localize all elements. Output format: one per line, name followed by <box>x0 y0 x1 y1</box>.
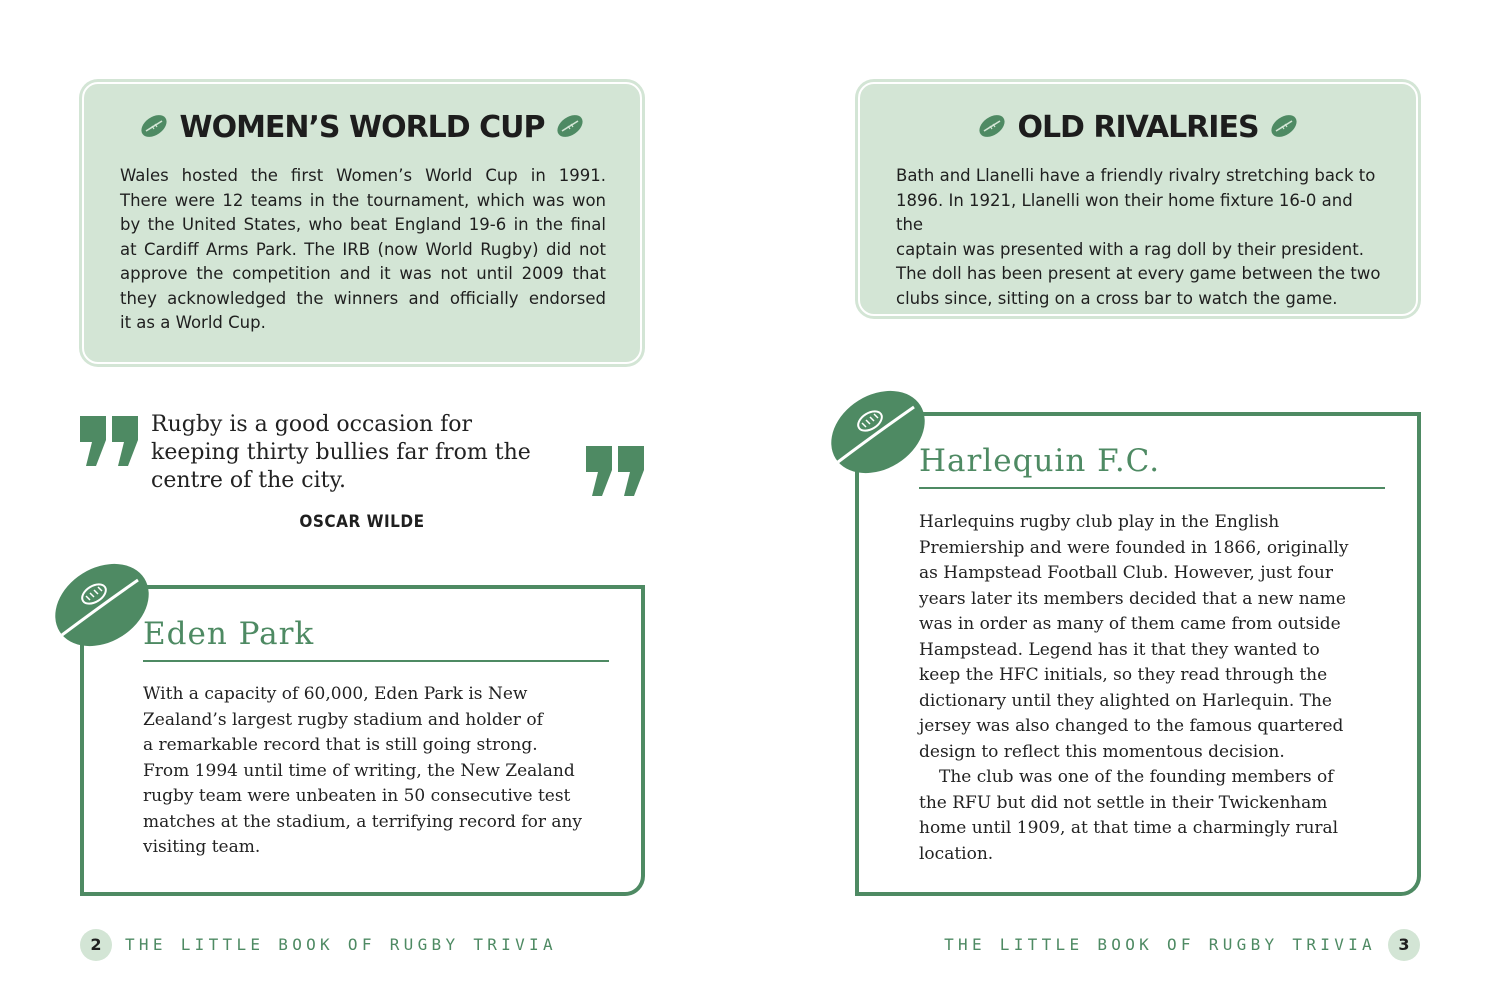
text-line: Zealand’s largest rugby stadium and holder of <box>143 709 543 730</box>
text-line: With a capacity of 60,000, Eden Park is New <box>143 684 528 704</box>
rugby-ball-icon <box>555 111 585 146</box>
quote-author: OSCAR WILDE <box>299 512 425 532</box>
womens-world-cup-title: WOMEN’S WORLD CUP <box>179 110 545 145</box>
text-line: Hampstead. Legend has it that they wanted to <box>919 639 1320 660</box>
running-head: THE LITTLE BOOK OF RUGBY TRIVIA <box>944 935 1376 954</box>
text-line: There were 12 teams in the tournament, which was won <box>120 190 606 210</box>
text-line: jersey was also changed to the famous quartered <box>919 716 1344 736</box>
womens-world-cup-title-row <box>84 110 640 146</box>
harlequin-title: Harlequin F.C. <box>919 443 1161 479</box>
rugby-ball-badge-icon <box>52 560 152 654</box>
text-line: keep the HFC initials, so they read through the <box>919 665 1328 685</box>
close-quote-icon <box>582 444 646 502</box>
old-rivalries-title-row <box>860 110 1416 146</box>
paragraph-2 <box>919 765 1399 867</box>
paragraph-1 <box>919 510 1399 765</box>
text-line: was in order as many of them came from outside <box>919 614 1341 634</box>
old-rivalries-text <box>896 164 1384 311</box>
womens-world-cup-text <box>120 164 606 336</box>
quote-line: keeping thirty bullies far from the <box>151 440 531 465</box>
text-line: the RFU but did not settle in their Twickenham <box>919 792 1328 813</box>
text-line: years later its members decided that a new name <box>919 588 1346 609</box>
text-line: a remarkable record that is still going strong. <box>143 735 538 755</box>
eden-park-box <box>80 585 645 896</box>
text-line: they acknowledged the winners and officially endorsed <box>120 288 606 308</box>
text-line: home until 1909, at that time a charmingly rural <box>919 818 1339 838</box>
open-quote-icon <box>78 414 142 472</box>
rugby-ball-icon <box>139 111 169 146</box>
eden-park-title: Eden Park <box>143 616 315 652</box>
harlequin-text <box>919 510 1399 867</box>
text-line: Harlequins rugby club play in the English <box>919 512 1280 532</box>
text-line: matches at the stadium, a terrifying record for any <box>143 811 583 832</box>
rugby-ball-icon <box>1269 111 1299 146</box>
quote-line: Rugby is a good occasion for <box>151 412 473 437</box>
old-rivalries-box <box>858 82 1418 316</box>
page-number: 3 <box>1388 929 1420 961</box>
text-line: rugby team were unbeaten in 50 consecutive test <box>143 786 571 806</box>
running-head: THE LITTLE BOOK OF RUGBY TRIVIA <box>125 935 557 954</box>
text-line: design to reflect this momentous decision. <box>919 741 1285 762</box>
title-rule <box>919 487 1385 489</box>
text-line: it as a World Cup. <box>120 313 266 332</box>
text-line: location. <box>919 843 994 864</box>
text-line: as Hampstead Football Club. However, just four <box>919 563 1333 583</box>
title-rule <box>143 660 609 662</box>
text-line: captain was presented with a rag doll by their president. <box>896 239 1364 259</box>
text-line: The doll has been present at every game between the two <box>896 264 1381 283</box>
text-line: 1896. In 1921, Llanelli won their home fixture 16-0 and the <box>896 190 1353 234</box>
quote-line: centre of the city. <box>151 468 346 493</box>
womens-world-cup-box <box>82 82 642 364</box>
quote-text <box>151 411 571 495</box>
text-line: at Cardiff Arms Park. The IRB (now World Rugby) did not <box>120 239 606 259</box>
text-line: The club was one of the founding members of <box>939 767 1334 787</box>
harlequin-box <box>855 412 1421 896</box>
text-line: visiting team. <box>143 837 261 857</box>
text-line: Bath and Llanelli have a friendly rivalry stretching back to <box>896 166 1376 185</box>
text-line: Wales hosted the first Women’s World Cup in 1991. <box>120 166 606 185</box>
old-rivalries-title: OLD RIVALRIES <box>1017 110 1259 145</box>
page-number: 2 <box>80 929 112 961</box>
eden-park-text <box>143 682 623 861</box>
text-line: From 1994 until time of writing, the New Zealand <box>143 760 575 781</box>
rugby-ball-badge-icon <box>828 387 928 481</box>
text-line: clubs since, sitting on a cross bar to watch the game. <box>896 288 1338 308</box>
text-line: Premiership and were founded in 1866, originally <box>919 537 1349 558</box>
text-line: approve the competition and it was not until 2009 that <box>120 264 606 283</box>
rugby-ball-icon <box>977 111 1007 146</box>
text-line: dictionary until they alighted on Harlequin. The <box>919 690 1332 711</box>
text-line: by the United States, who beat England 19-6 in the final <box>120 215 606 234</box>
